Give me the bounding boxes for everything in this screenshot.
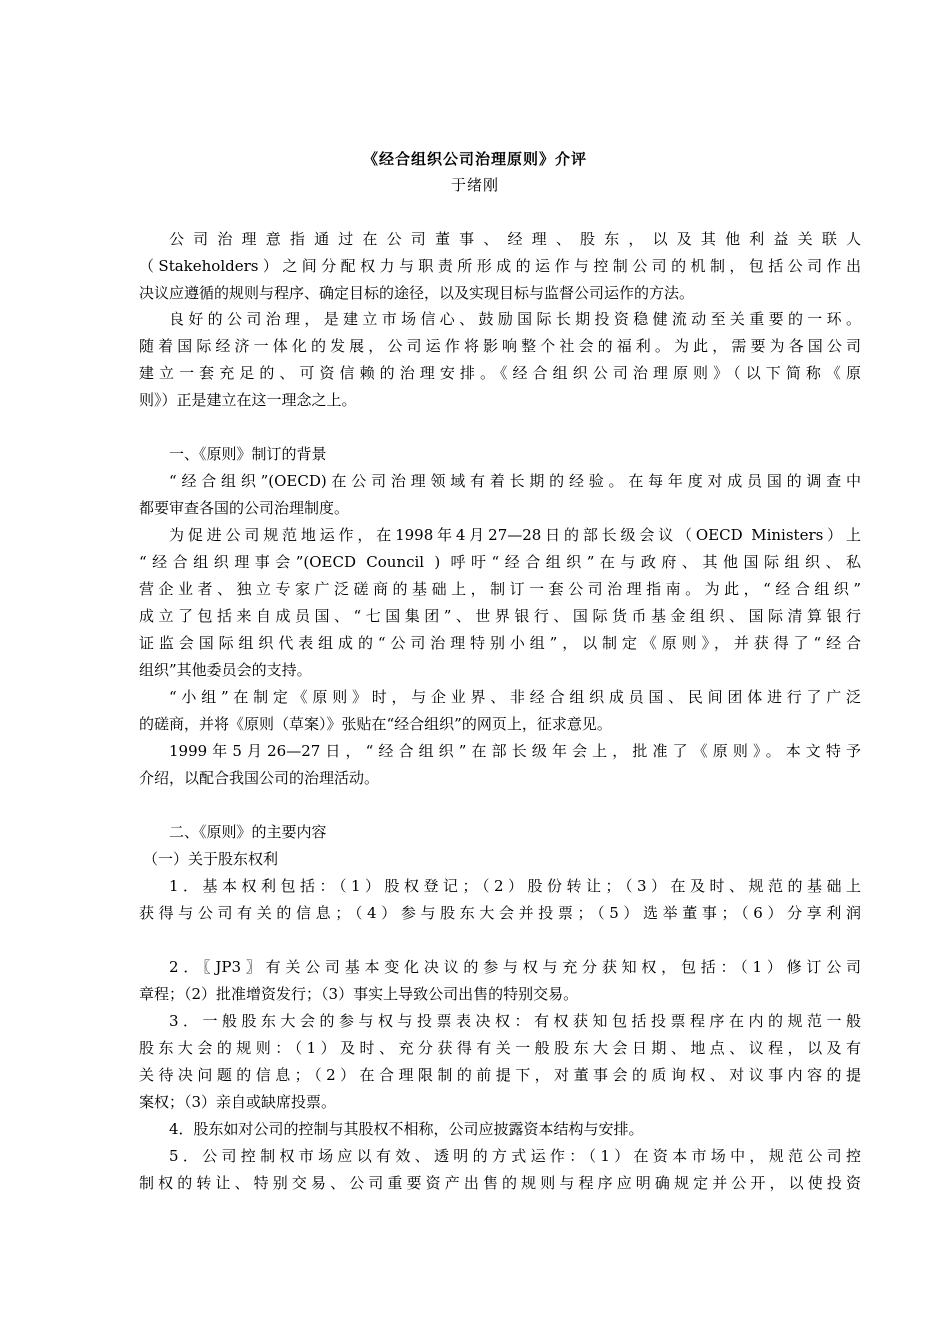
section-heading: 一、《原则》制订的背景 [169,445,327,463]
paragraph-line: 5．公司控制权市场应以有效、透明的方式运作：（1）在资本市场中，规范公司控 [169,1147,861,1165]
paragraph-line: 随着国际经济一体化的发展，公司运作将影响整个社会的福利。为此，需要为各国公司 [139,337,861,355]
paragraph-line: 介绍，以配合我国公司的治理活动。 [139,769,380,787]
paragraph-line: 建立一套充足的、可资信赖的治理安排。《经合组织公司治理原则》（以下简称《原 [139,364,861,382]
paragraph-line: 制权的转让、特别交易、公司重要资产出售的规则与程序应明确规定并公开，以使投资 [139,1174,861,1192]
paragraph-line: 公 司 治 理 意 指 通 过 在 公 司 董 事 、 经 理 、 股 东 ， 以 及 其 他 利 益 关 联 人 [169,230,861,248]
paragraph-line: 都要审查各国的公司治理制度。 [139,499,350,517]
paragraph-line: 4．股东如对公司的控制与其股权不相称，公司应披露资本结构与安排。 [169,1120,644,1138]
subsection-heading: （一）关于股东权利 [143,850,279,868]
paragraph-line: 为促进公司规范地运作，在1998年4月27—28日的部长级会议（OECD Ministers）上 [169,526,861,544]
paragraph-line: 获得与公司有关的信息；（4）参与股东大会并投票；（5）选举董事；（6）分享利润 [139,904,861,922]
paragraph-line: “小组”在制定《原则》时，与企业界、非经合组织成员国、民间团体进行了广泛 [169,688,861,706]
paragraph-line: 证监会国际组织代表组成的“公司治理特别小组”，以制定《原则》，并获得了“经合 [139,634,861,652]
section-heading: 二、《原则》的主要内容 [169,823,327,841]
paragraph-line: 组织”其他委员会的支持。 [139,661,312,679]
paragraph-line: 3．一般股东大会的参与权与投票表决权：有权获知包括投票程序在内的规范一般 [169,1012,861,1030]
paragraph-line: 决议应遵循的规则与程序、确定目标的途径，以及实现目标与监督公司运作的方法。 [139,284,695,302]
paragraph-line: 营企业者、独立专家广泛磋商的基础上，制订一套公司治理指南。为此，“经合组织” [139,580,861,598]
document-author: 于绪刚 [450,176,499,194]
paragraph-line: “经合组织”(OECD)在公司治理领域有着长期的经验。在每年度对成员国的调查中 [169,472,861,490]
paragraph-line: （Stakeholders）之间分配权力与职责所形成的运作与控制公司的机制，包括公司作出 [139,257,861,275]
paragraph-line: 成立了包括来自成员国、“七国集团”、世界银行、国际货币基金组织、国际清算银行 [139,607,861,625]
paragraph-line: 2．〖JP3〗有关公司基本变化决议的参与权与充分获知权，包括：（1）修订公司 [169,958,861,976]
paragraph-line: 关待决问题的信息；（2）在合理限制的前提下，对董事会的质询权、对议事内容的提 [139,1066,861,1084]
paragraph-line: 则》）正是建立在这一理念之上。 [139,391,357,409]
document-title: 《经合组织公司治理原则》介评 [362,150,587,168]
paragraph-line: 股东大会的规则：（1）及时、充分获得有关一般股东大会日期、地点、议程，以及有 [139,1039,861,1057]
paragraph-line: 良好的公司治理，是建立市场信心、鼓励国际长期投资稳健流动至关重要的一环。 [169,310,861,328]
paragraph-line: 的磋商，并将《原则（草案）》张贴在“经合组织”的网页上，征求意见。 [139,715,612,733]
paragraph-line: 1999年5月26—27日，“经合组织”在部长级年会上，批准了《原则》。本文特予 [169,742,861,760]
paragraph-line: “经合组织理事会”(OECD Council ) 呼吁“经合组织”在与政府、其他国际组织、私 [139,553,861,571]
paragraph-line: 案权；（3）亲自或缺席投票。 [139,1093,337,1111]
paragraph-line: 1．基本权利包括：（1）股权登记；（2）股份转让；（3）在及时、规范的基础上 [169,877,861,895]
paragraph-line: 章程；（2）批准增资发行；（3）事实上导致公司出售的特别交易。 [139,985,579,1003]
